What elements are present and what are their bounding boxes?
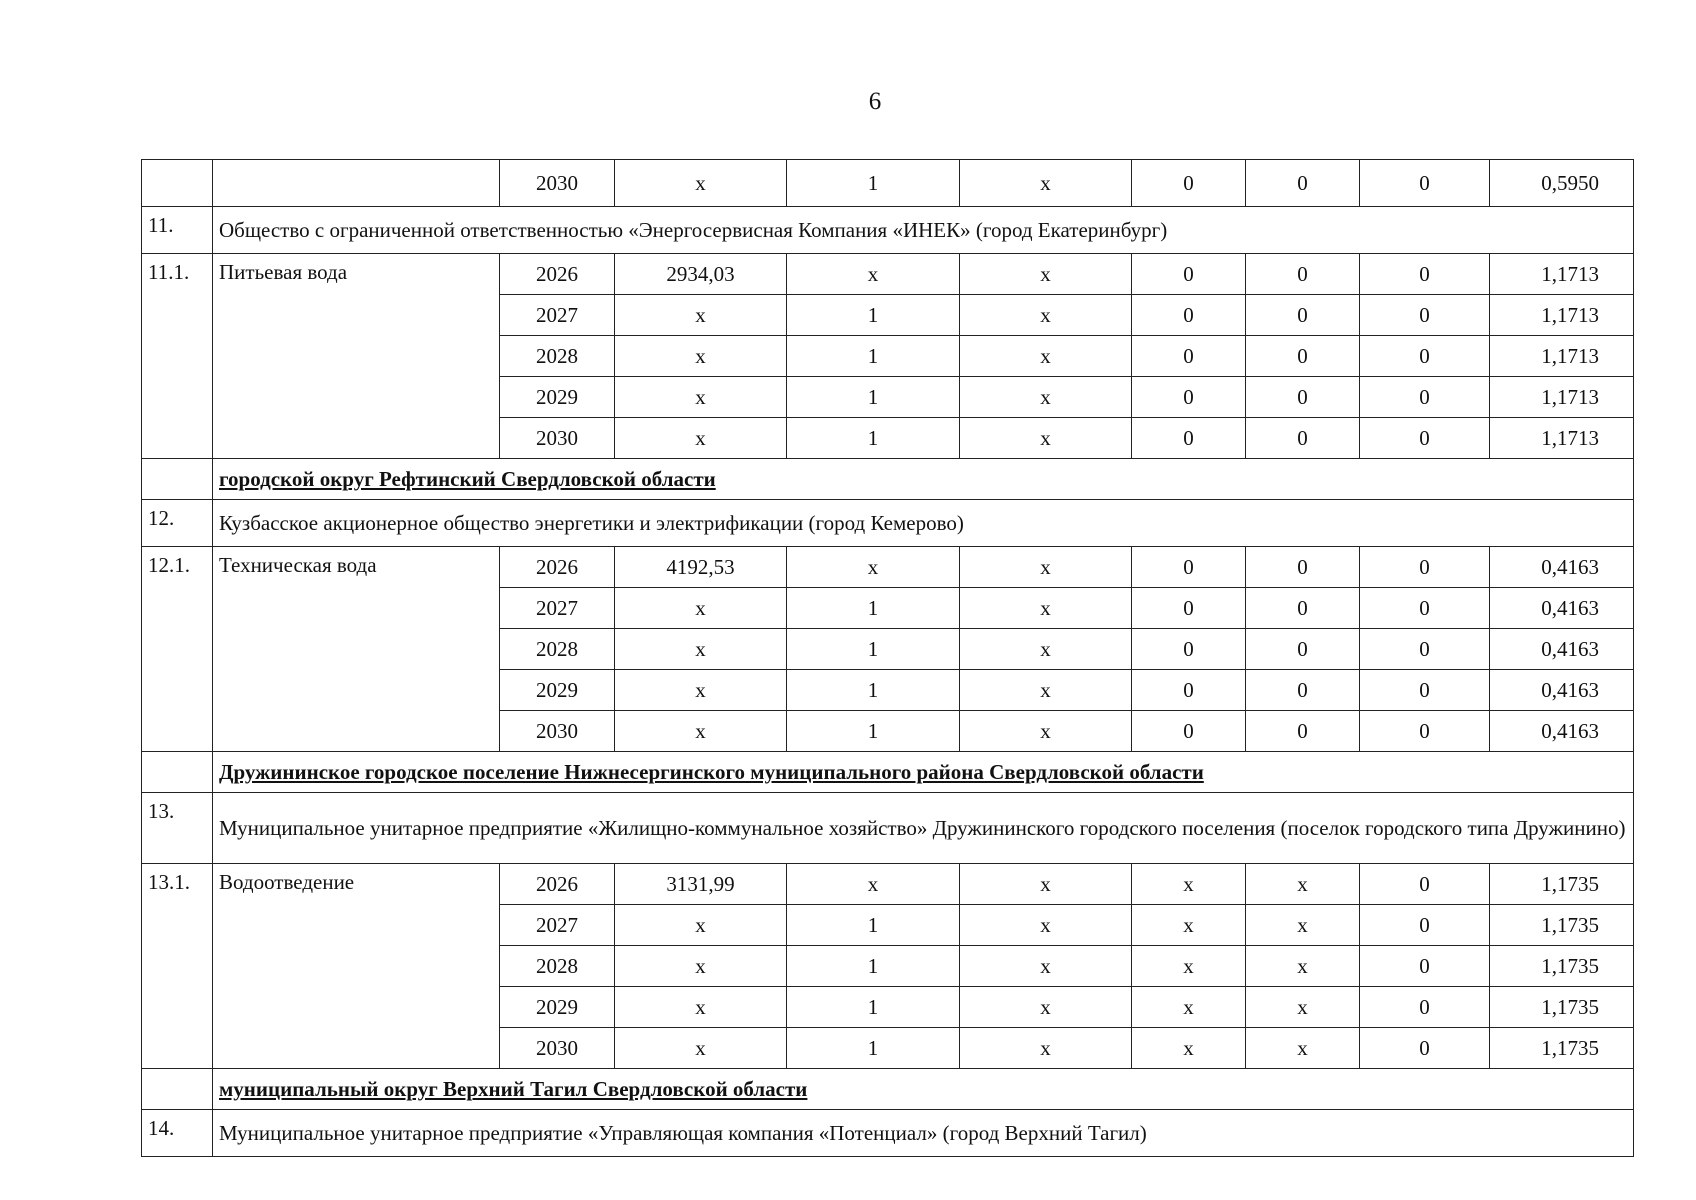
value-cell: x (960, 547, 1132, 588)
year-cell: 2028 (500, 946, 615, 987)
value-cell: 0 (1246, 588, 1360, 629)
value-cell: 0 (1360, 670, 1490, 711)
value-cell: 0 (1132, 418, 1246, 459)
value-cell: 0 (1246, 711, 1360, 752)
value-cell: 0 (1132, 670, 1246, 711)
value-cell: 0 (1132, 160, 1246, 207)
value-cell: 0 (1132, 629, 1246, 670)
value-cell: 0 (1246, 254, 1360, 295)
value-cell: x (1246, 1028, 1360, 1069)
region-heading: городской округ Рефтинский Свердловской области (213, 459, 1634, 500)
value-cell: x (960, 160, 1132, 207)
value-cell: 0 (1360, 864, 1490, 905)
value-cell: x (960, 418, 1132, 459)
value-cell: x (615, 629, 787, 670)
value-cell: x (960, 295, 1132, 336)
year-cell: 2026 (500, 864, 615, 905)
value-cell: x (1246, 946, 1360, 987)
row-number: 12. (142, 500, 213, 547)
value-cell: 1 (787, 905, 960, 946)
value-cell: x (960, 905, 1132, 946)
resource-name: Питьевая вода (213, 254, 500, 459)
value-cell: 0 (1246, 547, 1360, 588)
value-cell: x (615, 905, 787, 946)
value-cell: x (1132, 864, 1246, 905)
year-cell: 2030 (500, 160, 615, 207)
year-cell: 2027 (500, 295, 615, 336)
value-cell: 0 (1360, 377, 1490, 418)
year-cell: 2029 (500, 377, 615, 418)
value-cell: 0 (1132, 547, 1246, 588)
row-number (142, 160, 213, 207)
coefficient-cell: 0,5950 (1490, 160, 1634, 207)
value-cell: 1 (787, 987, 960, 1028)
value-cell: 1 (787, 946, 960, 987)
value-cell: 0 (1360, 547, 1490, 588)
organization-name: Общество с ограниченной ответственностью «Энергосервисная Компания «ИНЕК» (город Екатеринбург) (213, 207, 1634, 254)
region-row (142, 1069, 1634, 1110)
resource-name: Водоотведение (213, 864, 500, 1069)
year-cell: 2030 (500, 418, 615, 459)
value-cell: 0 (1360, 905, 1490, 946)
value-cell: x (960, 670, 1132, 711)
value-cell: 0 (1246, 629, 1360, 670)
organization-row (142, 500, 1634, 547)
value-cell: 0 (1132, 588, 1246, 629)
year-cell: 2027 (500, 905, 615, 946)
year-cell: 2030 (500, 1028, 615, 1069)
coefficient-cell: 0,4163 (1490, 547, 1634, 588)
value-cell: 0 (1360, 711, 1490, 752)
row-number (142, 752, 213, 793)
value-cell: x (1246, 864, 1360, 905)
row-number (142, 459, 213, 500)
value-cell: 0 (1246, 377, 1360, 418)
coefficient-cell: 1,1735 (1490, 905, 1634, 946)
value-cell: x (960, 336, 1132, 377)
value-cell: 3131,99 (615, 864, 787, 905)
region-row (142, 752, 1634, 793)
value-cell: x (960, 588, 1132, 629)
value-cell: 1 (787, 160, 960, 207)
table-row (142, 160, 1634, 207)
value-cell: 0 (1360, 295, 1490, 336)
value-cell: 1 (787, 1028, 960, 1069)
value-cell: 0 (1360, 160, 1490, 207)
resource-name (213, 160, 500, 207)
year-cell: 2030 (500, 711, 615, 752)
resource-name: Техническая вода (213, 547, 500, 752)
organization-row (142, 1110, 1634, 1157)
coefficient-cell: 0,4163 (1490, 629, 1634, 670)
value-cell: x (960, 711, 1132, 752)
table-row (142, 254, 1634, 295)
value-cell: x (960, 254, 1132, 295)
organization-row (142, 207, 1634, 254)
value-cell: 0 (1360, 946, 1490, 987)
value-cell: 0 (1132, 336, 1246, 377)
value-cell: 0 (1360, 254, 1490, 295)
row-number (142, 1069, 213, 1110)
row-number: 11.1. (142, 254, 213, 459)
value-cell: x (615, 295, 787, 336)
row-number: 11. (142, 207, 213, 254)
table-body (142, 160, 1634, 1157)
year-cell: 2029 (500, 987, 615, 1028)
value-cell: x (960, 377, 1132, 418)
value-cell: 1 (787, 629, 960, 670)
coefficient-cell: 1,1735 (1490, 946, 1634, 987)
value-cell: 0 (1360, 336, 1490, 377)
value-cell: x (615, 336, 787, 377)
value-cell: x (1132, 905, 1246, 946)
page-number: 6 (868, 88, 882, 115)
value-cell: 0 (1246, 160, 1360, 207)
value-cell: 0 (1360, 418, 1490, 459)
value-cell: x (615, 160, 787, 207)
year-cell: 2028 (500, 336, 615, 377)
row-number: 13. (142, 793, 213, 864)
value-cell: x (960, 987, 1132, 1028)
value-cell: 1 (787, 670, 960, 711)
value-cell: x (1132, 946, 1246, 987)
value-cell: x (960, 864, 1132, 905)
value-cell: 1 (787, 377, 960, 418)
coefficient-cell: 1,1735 (1490, 864, 1634, 905)
value-cell: x (1132, 987, 1246, 1028)
value-cell: 1 (787, 295, 960, 336)
coefficient-cell: 1,1713 (1490, 377, 1634, 418)
value-cell: x (1246, 987, 1360, 1028)
value-cell: 1 (787, 336, 960, 377)
value-cell: 0 (1246, 418, 1360, 459)
value-cell: 0 (1360, 987, 1490, 1028)
year-cell: 2027 (500, 588, 615, 629)
coefficient-cell: 0,4163 (1490, 588, 1634, 629)
region-heading: муниципальный округ Верхний Тагил Свердловской области (213, 1069, 1634, 1110)
value-cell: 2934,03 (615, 254, 787, 295)
organization-row (142, 793, 1634, 864)
tariff-table (141, 159, 1634, 1157)
region-heading: Дружининское городское поселение Нижнесергинского муниципального района Свердловской области (213, 752, 1634, 793)
value-cell: x (1246, 905, 1360, 946)
value-cell: x (787, 254, 960, 295)
coefficient-cell: 0,4163 (1490, 711, 1634, 752)
row-number: 13.1. (142, 864, 213, 1069)
value-cell: 0 (1246, 336, 1360, 377)
organization-name: Кузбасское акционерное общество энергетики и электрификации (город Кемерово) (213, 500, 1634, 547)
value-cell: 0 (1360, 1028, 1490, 1069)
value-cell: x (615, 670, 787, 711)
value-cell: x (960, 946, 1132, 987)
year-cell: 2029 (500, 670, 615, 711)
value-cell: 1 (787, 711, 960, 752)
value-cell: 0 (1360, 588, 1490, 629)
value-cell: x (615, 987, 787, 1028)
value-cell: x (960, 1028, 1132, 1069)
year-cell: 2028 (500, 629, 615, 670)
coefficient-cell: 1,1735 (1490, 987, 1634, 1028)
value-cell: x (615, 711, 787, 752)
year-cell: 2026 (500, 547, 615, 588)
value-cell: x (787, 864, 960, 905)
value-cell: 0 (1132, 295, 1246, 336)
value-cell: 0 (1132, 377, 1246, 418)
organization-name: Муниципальное унитарное предприятие «Жилищно-коммунальное хозяйство» Дружининского городского поселения (поселок городского типа Дружинино) (213, 793, 1634, 864)
coefficient-cell: 1,1713 (1490, 418, 1634, 459)
value-cell: x (615, 377, 787, 418)
value-cell: x (787, 547, 960, 588)
value-cell: x (615, 1028, 787, 1069)
value-cell: 0 (1132, 711, 1246, 752)
value-cell: 0 (1132, 254, 1246, 295)
value-cell: 0 (1246, 295, 1360, 336)
region-row (142, 459, 1634, 500)
table-row (142, 547, 1634, 588)
value-cell: 4192,53 (615, 547, 787, 588)
row-number: 12.1. (142, 547, 213, 752)
coefficient-cell: 1,1713 (1490, 336, 1634, 377)
value-cell: x (615, 946, 787, 987)
organization-name: Муниципальное унитарное предприятие «Управляющая компания «Потенциал» (город Верхний Тагил) (213, 1110, 1634, 1157)
coefficient-cell: 1,1713 (1490, 295, 1634, 336)
value-cell: 0 (1360, 629, 1490, 670)
table-row (142, 864, 1634, 905)
year-cell: 2026 (500, 254, 615, 295)
coefficient-cell: 1,1713 (1490, 254, 1634, 295)
value-cell: x (615, 418, 787, 459)
value-cell: x (615, 588, 787, 629)
value-cell: 0 (1246, 670, 1360, 711)
coefficient-cell: 0,4163 (1490, 670, 1634, 711)
value-cell: x (1132, 1028, 1246, 1069)
value-cell: 1 (787, 588, 960, 629)
value-cell: x (960, 629, 1132, 670)
row-number: 14. (142, 1110, 213, 1157)
coefficient-cell: 1,1735 (1490, 1028, 1634, 1069)
value-cell: 1 (787, 418, 960, 459)
